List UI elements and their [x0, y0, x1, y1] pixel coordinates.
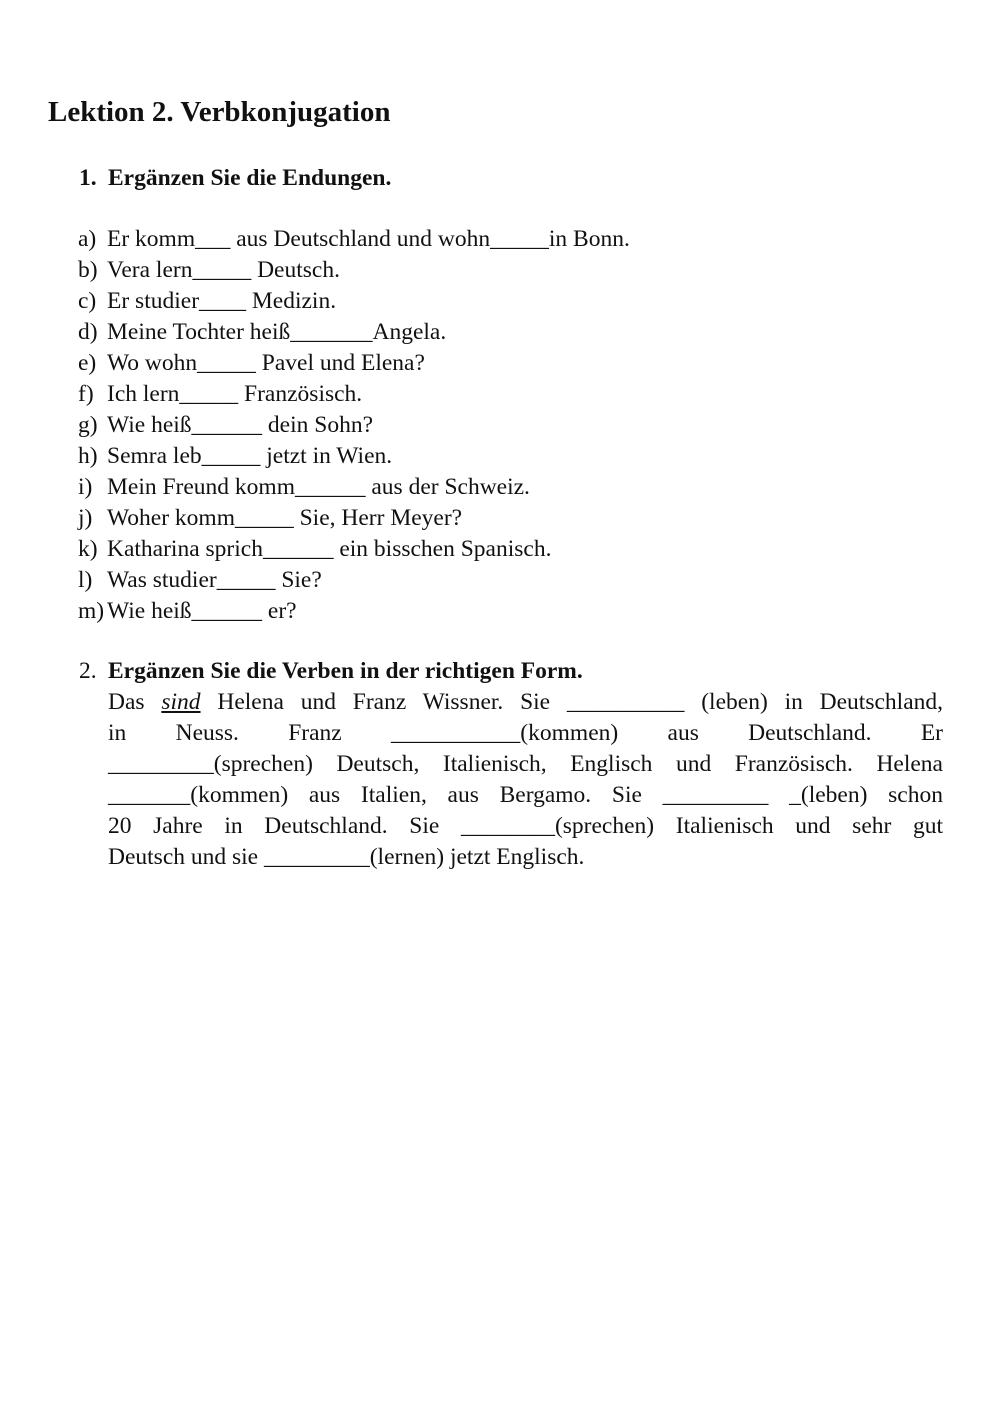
item-label: m) — [78, 598, 105, 624]
paragraph-line: 20 Jahre in Deutschland. Sie ________(sprechen) Italienisch und sehr gut — [108, 813, 943, 839]
item-text: Er komm___ aus Deutschland und wohn_____in Bonn. — [107, 226, 630, 252]
item-label: d) — [78, 319, 98, 345]
item-label: b) — [78, 257, 98, 283]
item-label: c) — [78, 288, 97, 314]
exercise-item-e — [78, 348, 958, 379]
item-label: j) — [78, 505, 93, 531]
exercise-item-k — [78, 534, 958, 565]
exercise-item-m — [78, 596, 958, 627]
item-text: Wie heiß______ er? — [107, 598, 297, 624]
exercise-2-paragraph — [108, 687, 943, 873]
exercise-item-f — [78, 379, 958, 410]
item-label: i) — [78, 474, 93, 500]
section-1-number: 1. — [79, 165, 97, 191]
item-text: Was studier_____ Sie? — [107, 567, 322, 593]
item-text: Er studier____ Medizin. — [107, 288, 337, 314]
paragraph-line-rest: Helena und Franz Wissner. Sie __________ (leben) in Deutschland, — [200, 689, 943, 715]
item-label: f) — [78, 381, 94, 407]
example-answer: sind — [161, 689, 201, 715]
section-2-number: 2. — [79, 658, 97, 684]
item-label: l) — [78, 567, 93, 593]
item-text: Ich lern_____ Französisch. — [107, 381, 363, 407]
item-label: k) — [78, 536, 98, 562]
paragraph-line — [108, 687, 943, 718]
paragraph-line: in Neuss. Franz ___________(kommen) aus Deutschland. Er — [108, 720, 943, 746]
item-label: h) — [78, 443, 98, 469]
exercise-item-h — [78, 441, 958, 472]
item-label: e) — [78, 350, 97, 376]
item-text: Woher komm_____ Sie, Herr Meyer? — [107, 505, 463, 531]
exercise-item-c — [78, 286, 958, 317]
exercise-item-b — [78, 255, 958, 286]
section-2-heading-text: Ergänzen Sie die Verben in der richtigen Form. — [108, 658, 583, 684]
paragraph-line: Deutsch und sie _________(lernen) jetzt Englisch. — [108, 844, 585, 870]
exercise-item-i — [78, 472, 958, 503]
section-1-heading-text: Ergänzen Sie die Endungen. — [108, 165, 392, 191]
page-title: Lektion 2. Verbkonjugation — [48, 96, 391, 128]
exercise-item-a — [78, 224, 958, 255]
exercise-item-g — [78, 410, 958, 441]
item-text: Meine Tochter heiß_______Angela. — [107, 319, 447, 345]
item-text: Semra leb_____ jetzt in Wien. — [107, 443, 393, 469]
item-text: Katharina sprich______ ein bisschen Spanisch. — [107, 536, 552, 562]
item-text: Vera lern_____ Deutsch. — [107, 257, 340, 283]
exercise-item-j — [78, 503, 958, 534]
paragraph-line-start: Das — [108, 689, 162, 715]
item-label: a) — [78, 226, 97, 252]
paragraph-line: _________(sprechen) Deutsch, Italienisch, Englisch und Französisch. Helena — [108, 751, 943, 777]
exercise-1-list — [78, 224, 958, 627]
paragraph-line: _______(kommen) aus Italien, aus Bergamo. Sie _________ _(leben) schon — [108, 782, 943, 808]
item-text: Mein Freund komm______ aus der Schweiz. — [107, 474, 530, 500]
exercise-item-d — [78, 317, 958, 348]
exercise-item-l — [78, 565, 958, 596]
item-text: Wo wohn_____ Pavel und Elena? — [107, 350, 425, 376]
item-text: Wie heiß______ dein Sohn? — [107, 412, 373, 438]
item-label: g) — [78, 412, 98, 438]
